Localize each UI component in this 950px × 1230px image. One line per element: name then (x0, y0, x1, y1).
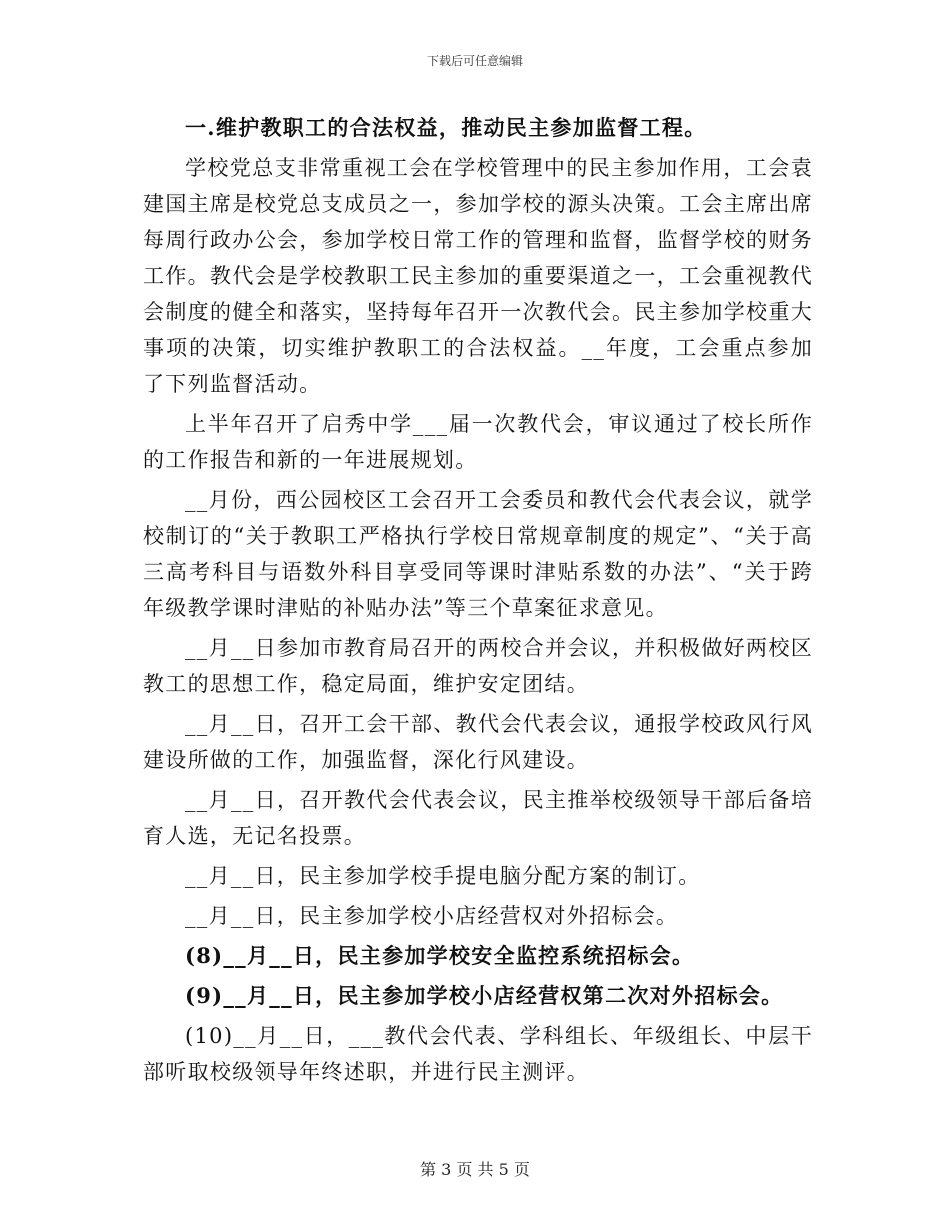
paragraph-laptop: __月__日，民主参加学校手提电脑分配方案的制订。 (185, 864, 701, 888)
list-item-9: (9)__月__日，民主参加学校小店经营权第二次对外招标会。 (185, 983, 784, 1008)
paragraph-intro: 学校党总支非常重视工会在学校管理中的民主参加作用，工会袁建国主席是校党总支成员之一，参加学校的源头决策。工会主席出席每周行政办公会，参加学校日常工作的管理和监督，监督学校的财务工作。教代会是学校教职工民主参加的重要渠道之一，工会重视教代会制度的健全和落实，坚持每年召开一次教代会。民主参加学校重大事项的决策，切实维护教职工的合法权益。__年度，工会重点参加了下列监督活动。 (143, 156, 813, 396)
list-item-8: (8)__月__日，民主参加学校安全监控系统招标会。 (185, 943, 695, 968)
page-number: 第 3 页 共 5 页 (420, 1160, 530, 1179)
section-heading: 一.维护教职工的合法权益，推动民主参加监督工程。 (185, 115, 707, 140)
paragraph-congress: 上半年召开了启秀中学___届一次教代会，审议通过了校长所作的工作报告和新的一年进展规划。 (143, 412, 813, 472)
paragraph-conduct-meeting: __月__日，召开工会干部、教代会代表会议，通报学校政风行风建设所做的工作，加强监督，深化行风建设。 (143, 712, 813, 772)
paragraph-vote: __月__日，召开教代会代表会议，民主推举校级领导干部后备培育人选，无记名投票。 (143, 788, 813, 848)
paragraph-store-bid: __月__日，民主参加学校小店经营权对外招标会。 (185, 904, 679, 928)
list-item-10: (10)__月__日，___教代会代表、学科组长、年级组长、中层干部听取校级领导年终述职，并进行民主测评。 (143, 1024, 813, 1084)
document-body (143, 110, 813, 1094)
page-header: 下载后可任意编辑 (426, 54, 523, 68)
paragraph-campus-meeting: __月份，西公园校区工会召开工会委员和教代会代表会议，就学校制订的“关于教职工严格执行学校日常规章制度的规定”、“关于高三高考科目与语数外科目享受同等课时津贴系数的办法”、“关于跨年级教学课时津贴的补贴办法”等三个草案征求意见。 (143, 488, 813, 620)
paragraph-merger-meeting: __月__日参加市教育局召开的两校合并会议，并积极做好两校区教工的思想工作，稳定局面，维护安定团结。 (143, 636, 813, 696)
